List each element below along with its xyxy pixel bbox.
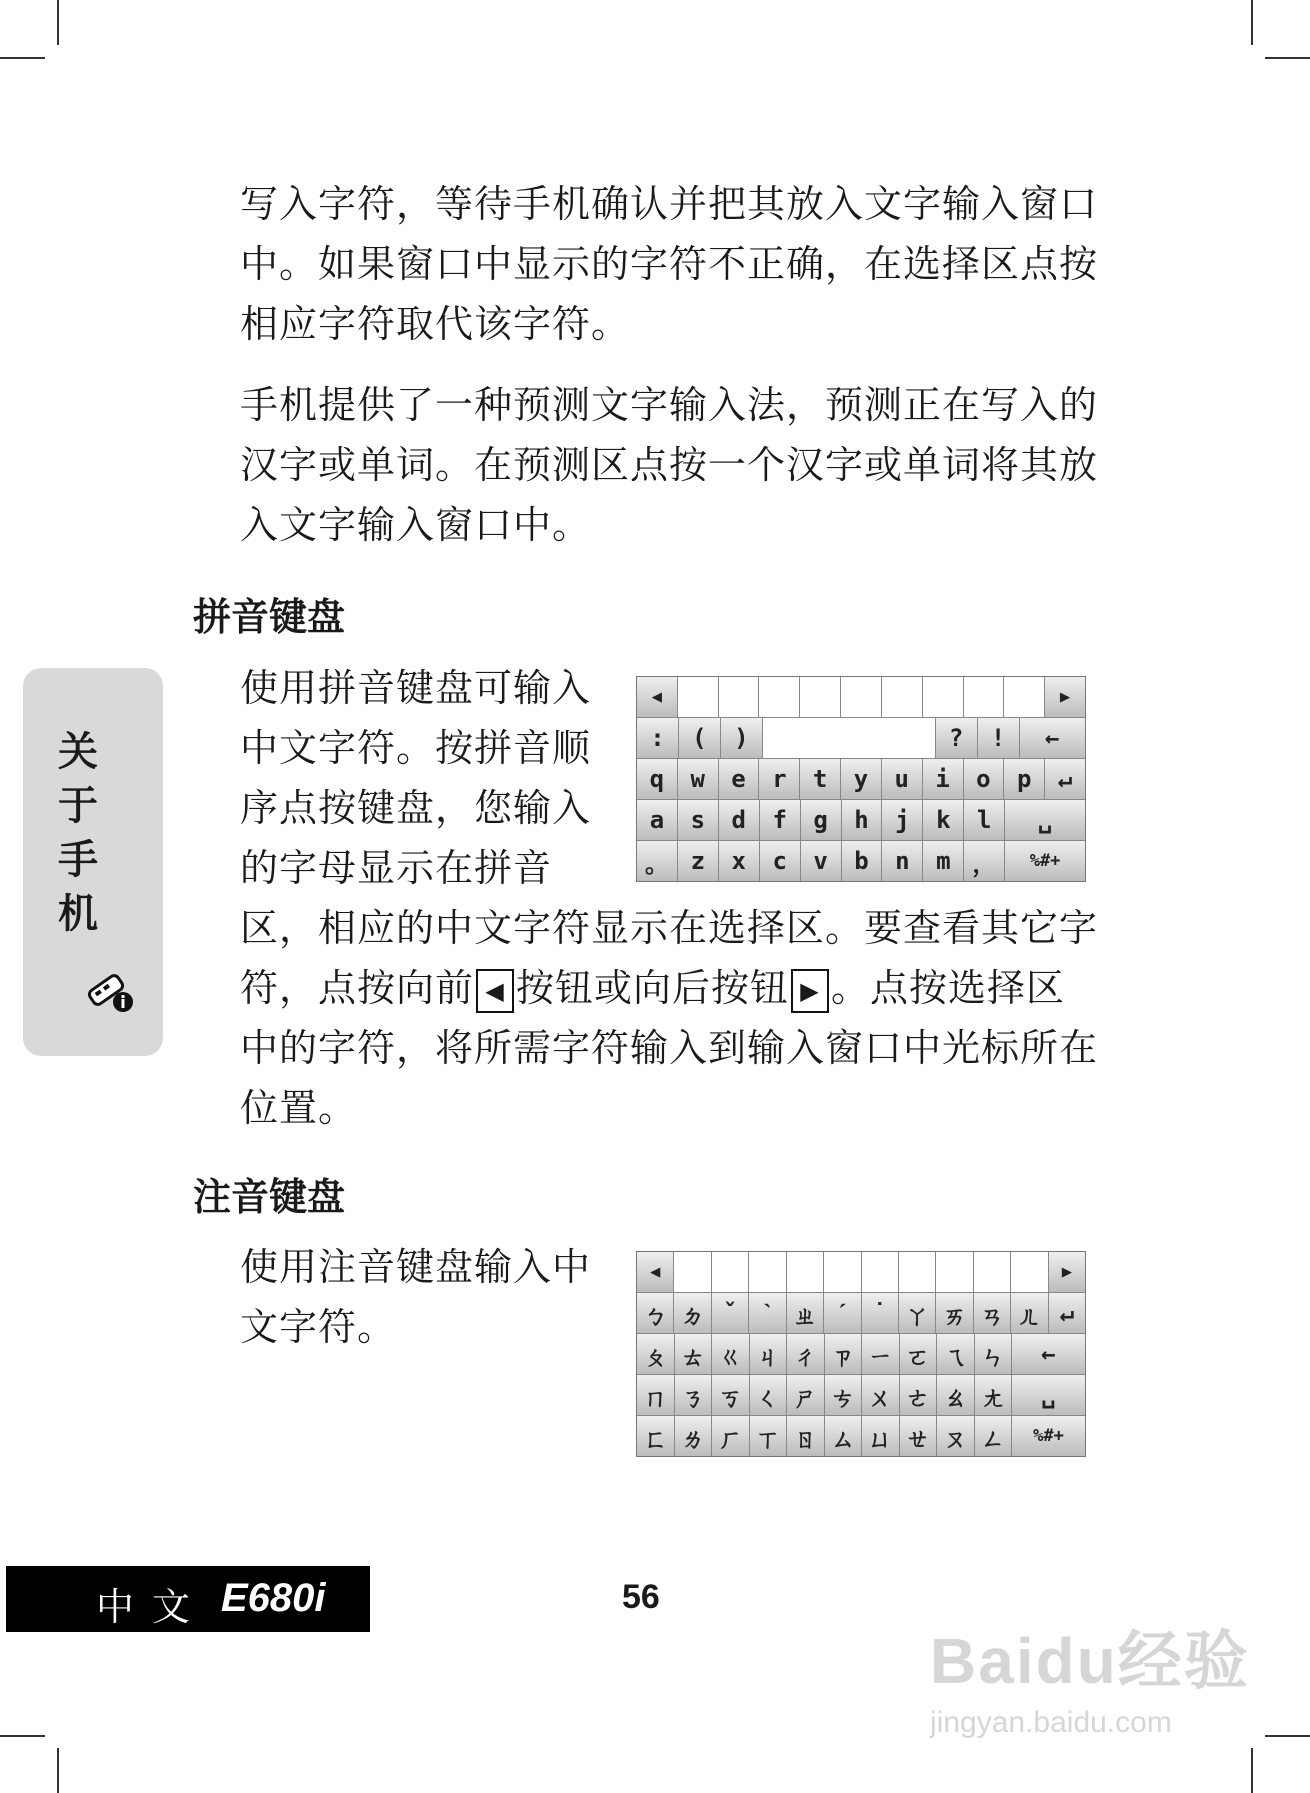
kbd-key: ㄜ <box>900 1375 938 1415</box>
page-number: 56 <box>622 1578 660 1616</box>
zhuyin-keyboard-image <box>636 1251 1086 1457</box>
kbd-key: ㄍ <box>712 1334 750 1374</box>
side-tab-char: 关 <box>58 728 98 775</box>
kbd-key: ˇ <box>712 1293 749 1333</box>
phone-info-icon <box>81 968 137 1016</box>
kbd-key: ㄆ <box>637 1334 675 1374</box>
kbd-key: ㄐ <box>750 1334 788 1374</box>
kbd-key: ㄥ <box>975 1416 1013 1456</box>
footer-label <box>6 1566 370 1632</box>
kbd-key: c <box>760 841 801 881</box>
baidu-watermark <box>930 1610 1250 1740</box>
kbd-key: ㄈ <box>637 1416 675 1456</box>
crop-mark <box>57 1748 59 1793</box>
kbd-key: d <box>719 800 760 840</box>
kbd-key: ㄒ <box>750 1416 788 1456</box>
kbd-key: ㄠ <box>937 1375 975 1415</box>
kbd-key: i <box>923 759 964 799</box>
kbd-key: ㄝ <box>900 1416 938 1456</box>
kbd-key: ㄇ <box>637 1375 675 1415</box>
kbd-key: ㄕ <box>787 1375 825 1415</box>
zhuyin-text: 使用注音键盘输入中 文字符。 <box>240 1245 592 1349</box>
kbd-key: ㄢ <box>974 1293 1011 1333</box>
kbd-key: f <box>760 800 801 840</box>
kbd-key: ㄓ <box>787 1293 824 1333</box>
backspace-key: ← <box>1020 718 1085 758</box>
kbd-key: ㄣ <box>975 1334 1013 1374</box>
kbd-key: ˋ <box>749 1293 786 1333</box>
kbd-key: t <box>800 759 841 799</box>
kbd-key: ㄧ <box>862 1334 900 1374</box>
kbd-key: g <box>801 800 842 840</box>
kbd-key: : <box>637 718 679 758</box>
space-key: ␣ <box>1005 800 1085 840</box>
enter-key: ↵ <box>1045 759 1085 799</box>
back-button-icon: ◀ <box>476 969 514 1013</box>
crop-mark <box>0 57 45 59</box>
kbd-key: ㄋ <box>675 1375 713 1415</box>
forward-button-icon: ▶ <box>791 969 829 1013</box>
kbd-key: ㄩ <box>862 1416 900 1456</box>
kbd-key: ( <box>679 718 721 758</box>
kbd-key: ㄊ <box>675 1334 713 1374</box>
kbd-key: ㄟ <box>937 1334 975 1374</box>
kbd-key: r <box>759 759 800 799</box>
kbd-key: ㄚ <box>899 1293 936 1333</box>
kbd-key: p <box>1004 759 1045 799</box>
kbd-key: ㄅ <box>637 1293 674 1333</box>
kbd-key: ， <box>964 841 1005 881</box>
kbd-key: ) <box>721 718 763 758</box>
kbd-key: ㄔ <box>787 1334 825 1374</box>
kbd-key: ㄦ <box>1011 1293 1048 1333</box>
zhuyin-heading: 注音键盘 <box>193 1174 346 1219</box>
kbd-key: ㄏ <box>712 1416 750 1456</box>
crop-mark <box>1265 1735 1310 1737</box>
kbd-key: ! <box>978 718 1020 758</box>
kbd-key: u <box>882 759 923 799</box>
watermark-brand: Baidu经验 <box>930 1625 1250 1697</box>
kbd-key: 。 <box>637 841 678 881</box>
kbd-key: l <box>964 800 1005 840</box>
kbd-key: ㄗ <box>825 1334 863 1374</box>
kbd-key: k <box>923 800 964 840</box>
pinyin-keyboard-image <box>636 676 1086 882</box>
kbd-key: ㄘ <box>825 1375 863 1415</box>
kbd-key: a <box>637 800 678 840</box>
kbd-key: ˙ <box>862 1293 899 1333</box>
kbd-key: ㄖ <box>787 1416 825 1456</box>
crop-mark <box>1251 1748 1253 1793</box>
kbd-key: o <box>964 759 1005 799</box>
pinyin-entry-area <box>763 718 936 758</box>
kbd-key: h <box>842 800 883 840</box>
kbd-key: m <box>923 841 964 881</box>
kbd-key: ˊ <box>824 1293 861 1333</box>
prev-arrow-key: ◀ <box>637 1252 674 1292</box>
kbd-key: s <box>678 800 719 840</box>
kbd-key: ㄞ <box>936 1293 973 1333</box>
side-tab-char: 机 <box>58 890 98 937</box>
kbd-key: ㄑ <box>750 1375 788 1415</box>
kbd-key: ? <box>936 718 978 758</box>
kbd-key: x <box>719 841 760 881</box>
kbd-key: b <box>842 841 883 881</box>
side-tab <box>23 668 163 1056</box>
enter-key: ↵ <box>1049 1293 1085 1333</box>
footer-model: E680i <box>221 1576 326 1620</box>
symbol-key: %#+ <box>1005 841 1085 881</box>
kbd-key: w <box>678 759 719 799</box>
crop-mark <box>0 1735 45 1737</box>
crop-mark <box>57 0 59 45</box>
kbd-key: e <box>719 759 760 799</box>
footer-language: 中文 <box>96 1585 209 1629</box>
kbd-key: j <box>882 800 923 840</box>
kbd-key: ㄙ <box>825 1416 863 1456</box>
pinyin-text-long: 区，相应的中文字符显示在选择区。要查看其它字 符，点按向前 ◀ 按钮或向后按钮 ▶ 。点按选择区 中的字符，将所需字符输入到输入窗口中光标所在 位置。 <box>240 906 1099 1130</box>
kbd-key: ㄨ <box>862 1375 900 1415</box>
kbd-key: y <box>841 759 882 799</box>
backspace-key: ← <box>1012 1334 1085 1374</box>
intro-paragraph-2: 手机提供了一种预测文字输入法，预测正在写入的 汉字或单词。在预测区点按一个汉字或单词将其放 入文字输入窗口中。 <box>240 383 1099 547</box>
kbd-key: v <box>801 841 842 881</box>
side-tab-char: 于 <box>58 782 98 829</box>
kbd-key: z <box>678 841 719 881</box>
prev-arrow-key: ◀ <box>637 677 678 717</box>
kbd-key: q <box>637 759 678 799</box>
next-arrow-key: ▶ <box>1049 1252 1085 1292</box>
side-tab-char: 手 <box>58 836 98 883</box>
kbd-key: ㄡ <box>937 1416 975 1456</box>
kbd-key: ㄌ <box>675 1416 713 1456</box>
intro-paragraph-1: 写入字符，等待手机确认并把其放入文字输入窗口 中。如果窗口中显示的字符不正确，在选择区点按 相应字符取代该字符。 <box>240 182 1099 346</box>
space-key: ␣ <box>1012 1375 1085 1415</box>
kbd-key: ㄛ <box>900 1334 938 1374</box>
kbd-key: ㄎ <box>712 1375 750 1415</box>
kbd-key: n <box>882 841 923 881</box>
crop-mark <box>1265 57 1310 59</box>
watermark-url: jingyan.baidu.com <box>930 1706 1172 1739</box>
next-arrow-key: ▶ <box>1045 677 1085 717</box>
symbol-key: %#+ <box>1012 1416 1085 1456</box>
pinyin-heading: 拼音键盘 <box>193 594 346 639</box>
pinyin-text-short: 使用拼音键盘可输入 中文字符。按拼音顺 序点按键盘，您输入 的字母显示在拼音 <box>240 666 592 890</box>
crop-mark <box>1251 0 1253 45</box>
kbd-key: ㄉ <box>674 1293 711 1333</box>
kbd-key: ㄤ <box>975 1375 1013 1415</box>
